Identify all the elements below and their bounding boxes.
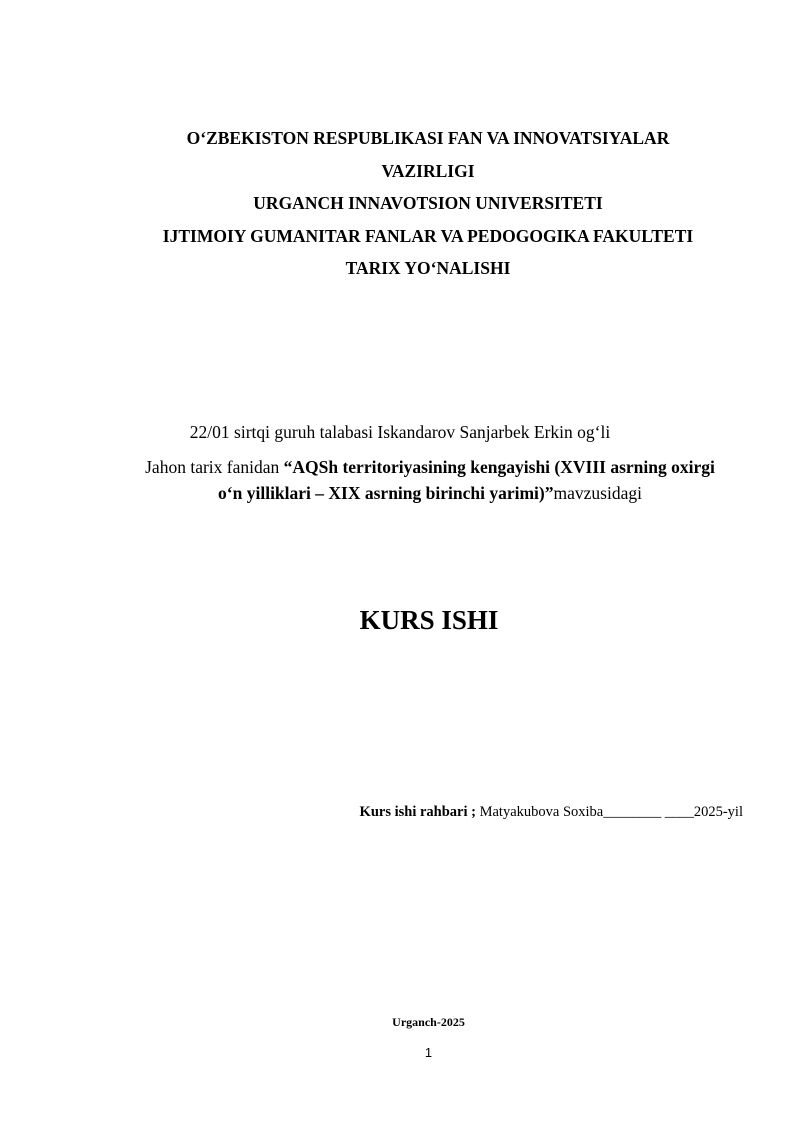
- university-name: URGANCH INNAVOTSION UNIVERSITETI: [253, 193, 603, 213]
- subject-suffix: mavzusidagi: [553, 483, 642, 503]
- supervisor-name-date: Matyakubova Soxiba________ ____2025-yil: [475, 804, 743, 820]
- subject-line-1: [80, 454, 780, 480]
- supervisor-line: [360, 801, 743, 823]
- work-title: KURS ISHI: [359, 605, 499, 635]
- subject-line-2: [80, 480, 780, 506]
- page-number: 1: [424, 1045, 433, 1060]
- institution-header: [110, 122, 746, 285]
- subject-block: [80, 454, 780, 506]
- student-line: 22/01 sirtqi guruh talabasi Iskandarov Sanjarbek Erkin og‘li: [189, 422, 611, 442]
- ministry-line-1: O‘ZBEKISTON RESPUBLIKASI FAN VA INNOVATSIYALAR: [186, 128, 670, 148]
- city-year: Urganch-2025: [392, 1015, 465, 1029]
- topic-line-2: o‘n yilliklari – XIX asrning birinchi yarimi)”: [218, 483, 554, 503]
- subject-prefix: Jahon tarix fanidan: [145, 457, 284, 477]
- topic-line-1: “AQSh territoriyasining kengayishi (XVIII asrning oxirgi: [283, 457, 715, 477]
- department-name: TARIX YO‘NALISHI: [345, 258, 511, 278]
- faculty-name: IJTIMOIY GUMANITAR FANLAR VA PEDOGOGIKA FAKULTETI: [162, 225, 694, 246]
- ministry-line-2: VAZIRLIGI: [381, 160, 475, 181]
- supervisor-label: Kurs ishi rahbari ;: [359, 804, 476, 820]
